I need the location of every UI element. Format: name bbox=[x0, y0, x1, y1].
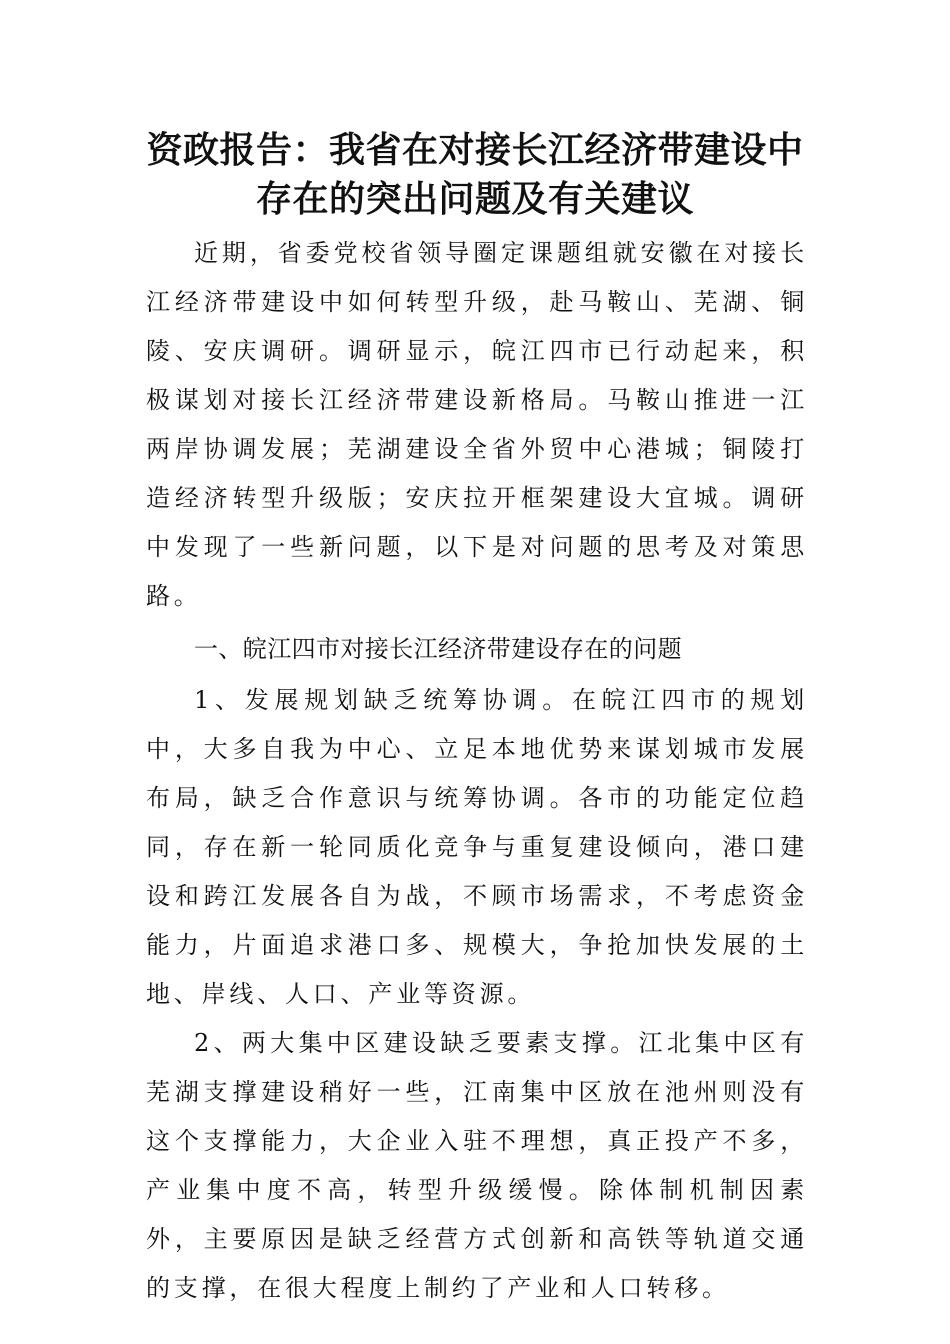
section-heading-1: 一、皖江四市对接长江经济带建设存在的问题 bbox=[194, 635, 682, 663]
title-line-1: 资政报告：我省在对接长江经济带建设中 bbox=[146, 130, 804, 171]
point-1-paragraph: 1、发展规划缺乏统筹协调。在皖江四市的规划中，大多自我为中心、立足本地优势来谋划城市发展布局，缺乏合作意识与统筹协调。各市的功能定位趋同，存在新一轮同质化竞争与重复建设倾向，港口建设和跨江发展各自为战，不顾市场需求，不考虑资金能力，片面追求港口多、规模大，争抢加快发展的土地、岸线、人口、产业等资源。 bbox=[146, 686, 808, 1008]
point-2-paragraph: 2、两大集中区建设缺乏要素支撑。江北集中区有芜湖支撑建设稍好一些，江南集中区放在池州则没有这个支撑能力，大企业入驻不理想，真正投产不多，产业集中度不高，转型升级缓慢。除体制机制因素外，主要原因是缺乏经营方式创新和高铁等轨道交通的支撑，在很大程度上制约了产业和人口转移。 bbox=[146, 1029, 808, 1302]
document-body bbox=[146, 229, 808, 1313]
title-line-2: 存在的突出问题及有关建议 bbox=[255, 179, 694, 220]
intro-paragraph: 近期，省委党校省领导圈定课题组就安徽在对接长江经济带建设中如何转型升级，赴马鞍山、芜湖、铜陵、安庆调研。调研显示，皖江四市已行动起来，积极谋划对接长江经济带建设新格局。马鞍山推进一江两岸协调发展；芜湖建设全省外贸中心港城；铜陵打造经济转型升级版；安庆拉开框架建设大宜城。调研中发现了一些新问题，以下是对问题的思考及对策思路。 bbox=[146, 239, 808, 610]
document-title bbox=[140, 126, 810, 224]
